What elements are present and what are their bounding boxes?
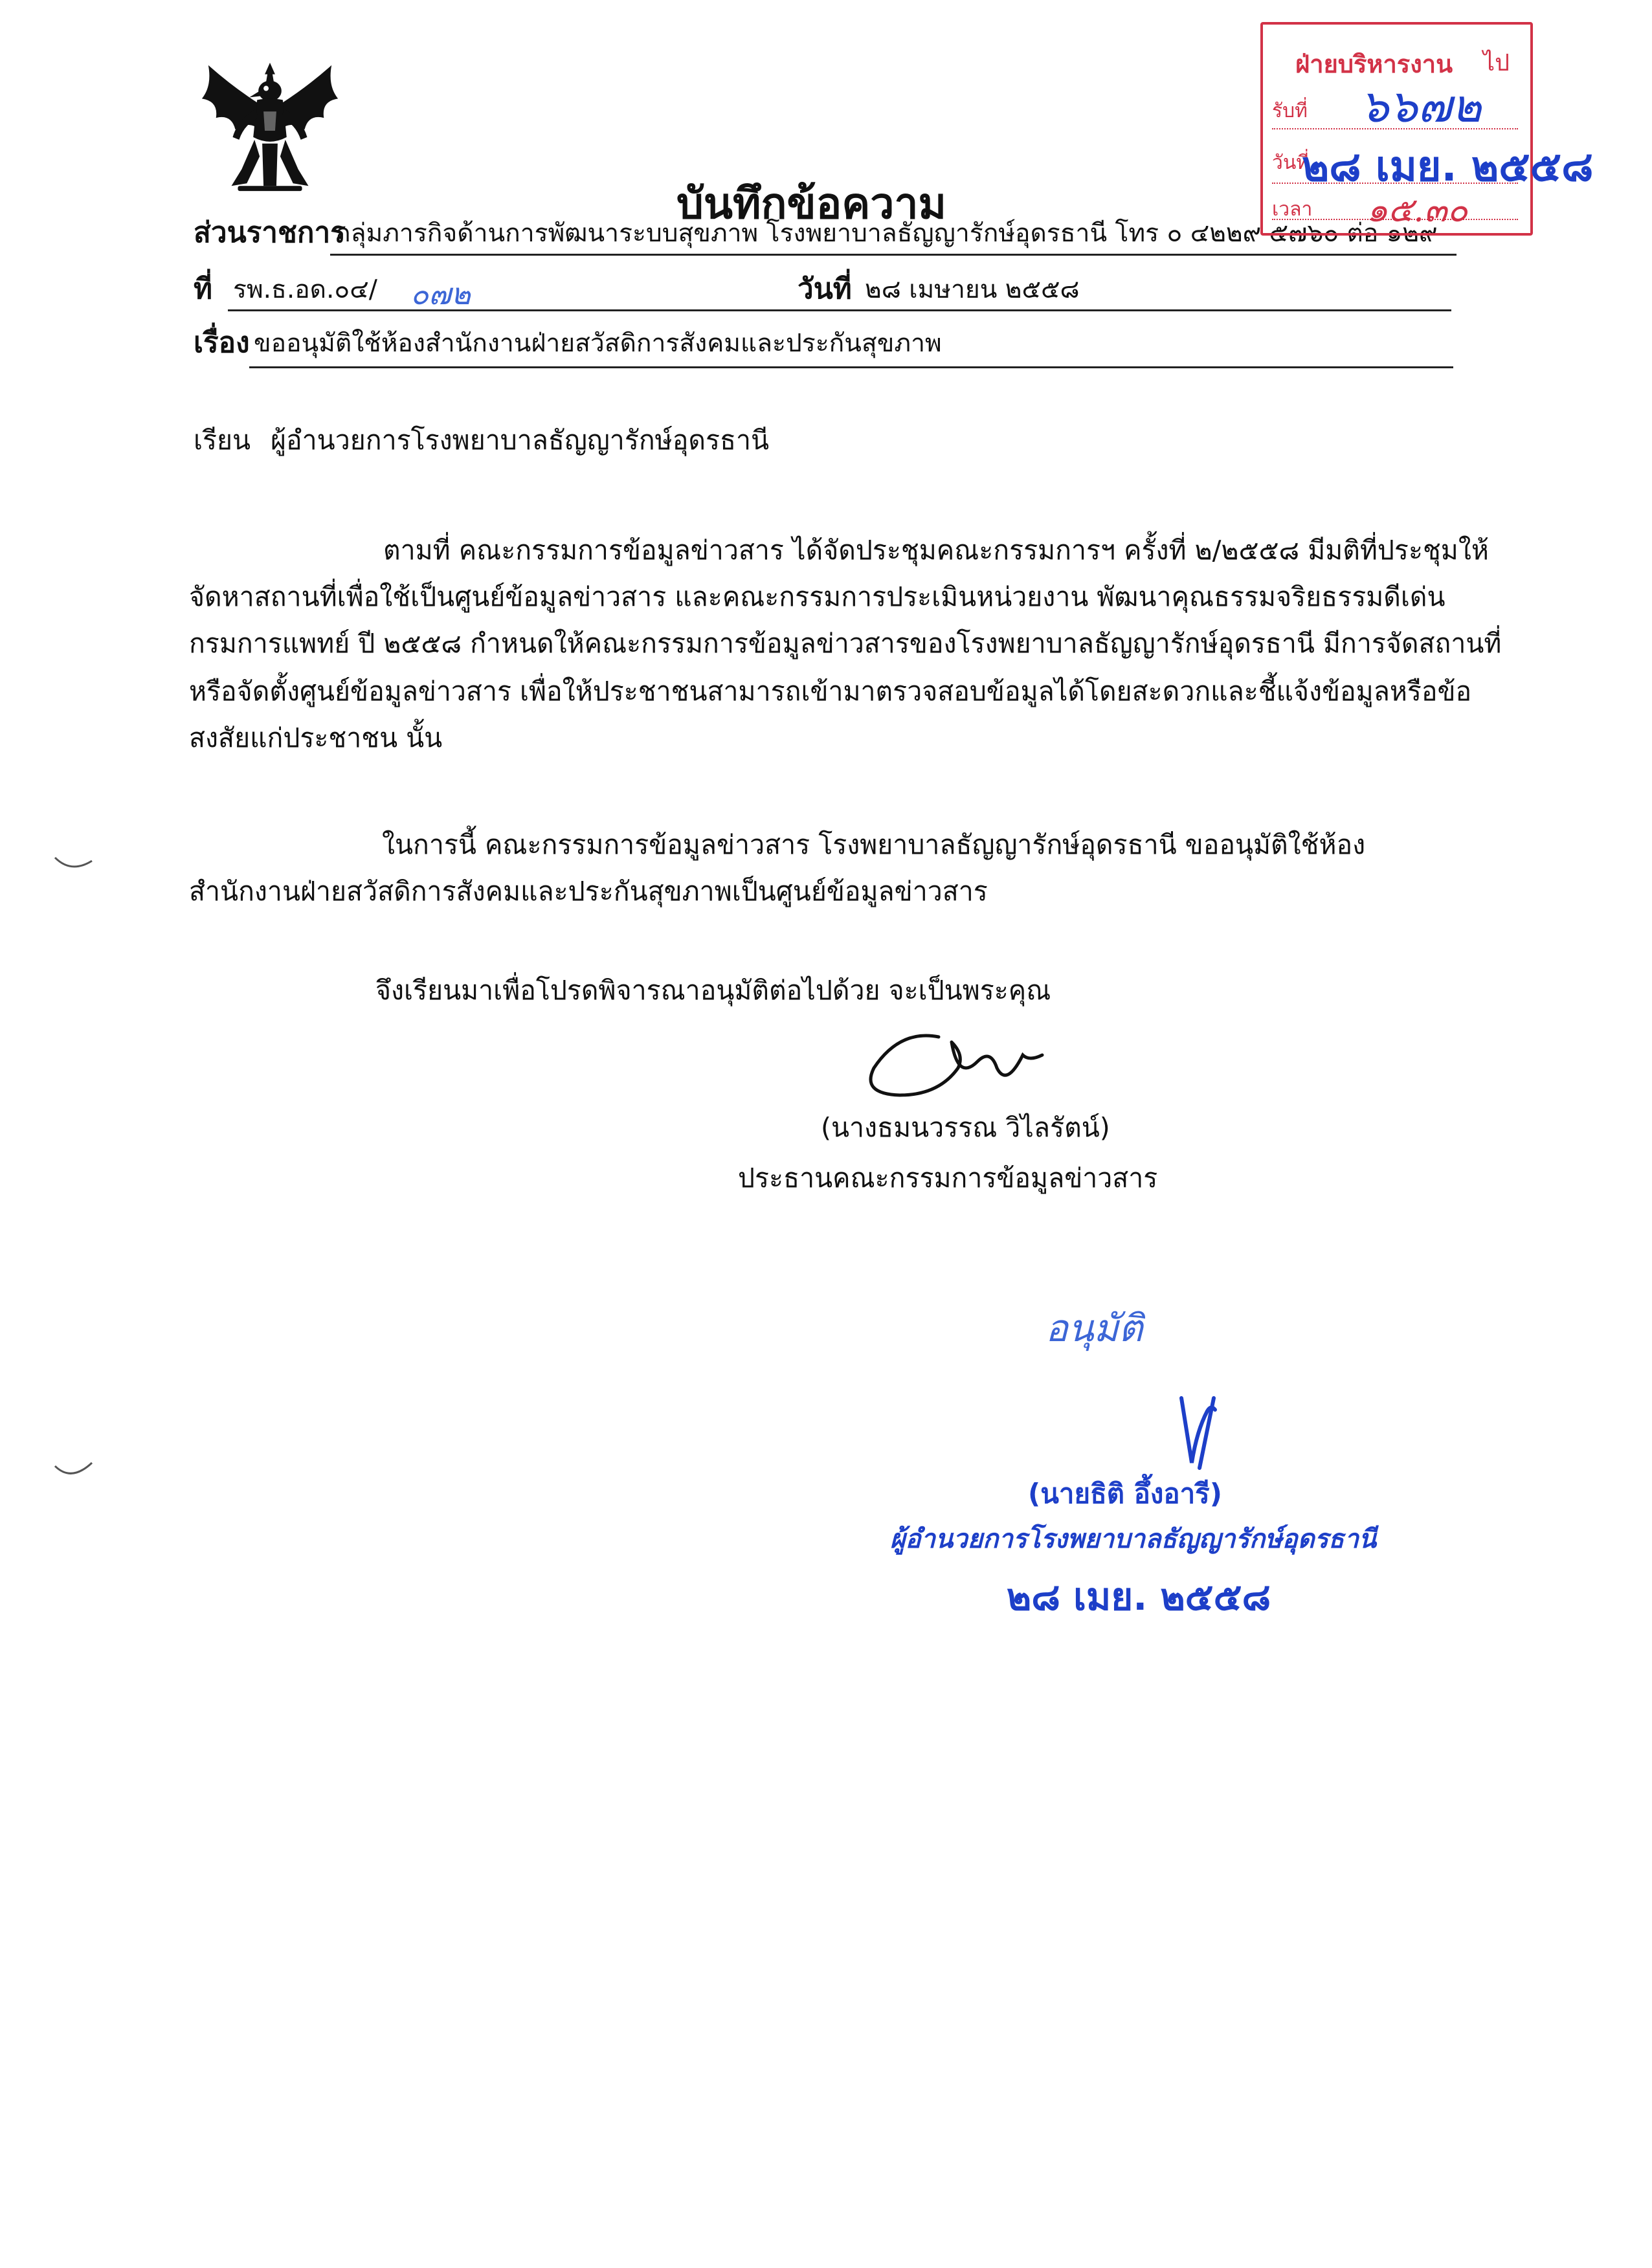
agency-label: ส่วนราชการ: [194, 216, 346, 249]
subject-underline: [249, 366, 1453, 368]
stamp-date-label: วันที่: [1272, 151, 1310, 174]
date-value: ๒๘ เมษายน ๒๕๕๘: [865, 275, 1080, 304]
signer-name: (นางธมนวรรณ วิไลรัตน์): [821, 1112, 1110, 1143]
signature-chairman-icon: [861, 1023, 1055, 1113]
paragraph1-line1: ตามที่ คณะกรรมการข้อมูลข่าวสาร ได้จัดประชุมคณะกรรมการฯ ครั้งที่ ๒/๒๕๕๘ มีมติที่ประชุมให้: [383, 535, 1489, 566]
stamp-date: ๒๘ เมย. ๒๕๕๘: [1302, 143, 1594, 191]
scan-mark: [52, 1450, 97, 1489]
approval-date: ๒๘ เมย. ๒๕๕๘: [1007, 1575, 1271, 1619]
approver-name: (นายธิติ อึ้งอารี): [1028, 1478, 1222, 1509]
ref-underline: [228, 309, 1451, 311]
stamp-received-label: รับที่: [1272, 100, 1308, 122]
paragraph1-line3: กรมการแพทย์ ปี ๒๕๕๘ กำหนดให้คณะกรรมการข้อมูลข่าวสารของโรงพยาบาลธัญญารักษ์อุดรธานี มีการจัดสถานที่: [189, 628, 1502, 659]
stamp-unit-suffix: ไป: [1483, 50, 1510, 76]
paragraph1-line2: จัดหาสถานที่เพื่อใช้เป็นศูนย์ข้อมูลข่าวสาร และคณะกรรมการประเมินหน่วยงาน พัฒนาคุณธรรมจริยธรรมดีเด่น: [189, 581, 1446, 612]
paragraph1-line5: สงสัยแก่ประชาชน นั้น: [189, 722, 443, 753]
date-label: วันที่: [798, 272, 852, 306]
salutation-value: ผู้อำนวยการโรงพยาบาลธัญญารักษ์อุดรธานี: [271, 425, 770, 456]
paragraph2-line1: ในการนี้ คณะกรรมการข้อมูลข่าวสาร โรงพยาบาลธัญญารักษ์อุดรธานี ขออนุมัติใช้ห้อง: [382, 829, 1366, 860]
received-stamp: [1260, 22, 1594, 236]
stamp-time-label: เวลา: [1272, 198, 1313, 221]
ref-number-printed: รพ.ธ.อด.๐๔/: [233, 275, 377, 304]
agency-value: กลุ่มภารกิจด้านการพัฒนาระบบสุขภาพ โรงพยาบาลธัญญารักษ์อุดรธานี โทร ๐ ๔๒๒๙ ๕๗๖๐ ต่อ ๑๒๙: [335, 219, 1438, 248]
scan-mark: [52, 841, 97, 880]
approval-note: อนุมัติ: [1045, 1306, 1143, 1350]
paragraph2-line2: สำนักงานฝ่ายสวัสดิการสังคมและประกันสุขภาพเป็นศูนย์ข้อมูลข่าวสาร: [189, 876, 988, 907]
ref-number-handwritten: ๐๗๒: [410, 276, 471, 311]
subject-label: เรื่อง: [194, 326, 250, 359]
signer-position: ประธานคณะกรรมการข้อมูลข่าวสาร: [738, 1162, 1158, 1194]
salutation-label: เรียน: [194, 425, 251, 456]
garuda-emblem-icon: [193, 60, 347, 195]
approver-position: ผู้อำนวยการโรงพยาบาลธัญญารักษ์อุดรธานี: [890, 1524, 1377, 1554]
ref-label: ที่: [194, 272, 213, 306]
agency-underline: [330, 254, 1457, 256]
closing-text: จึงเรียนมาเพื่อโปรดพิจารณาอนุมัติต่อไปด้วย จะเป็นพระคุณ: [375, 975, 1051, 1006]
signature-director-icon: [1168, 1385, 1240, 1476]
document-title: บันทึกข้อความ: [676, 179, 947, 228]
paragraph1-line4: หรือจัดตั้งศูนย์ข้อมูลข่าวสาร เพื่อให้ประชาชนสามารถเข้ามาตรวจสอบข้อมูลได้โดยสะดวกและชี้แจ้งข้อมูลหรือข้อ: [189, 676, 1472, 707]
stamp-unit: ฝ่ายบริหารงาน: [1295, 50, 1453, 78]
stamp-time: ๑๕.๓๐: [1367, 191, 1468, 230]
subject-value: ขออนุมัติใช้ห้องสำนักงานฝ่ายสวัสดิการสังคมและประกันสุขภาพ: [254, 329, 942, 358]
stamp-received-number: ๖๖๗๒: [1360, 80, 1482, 133]
